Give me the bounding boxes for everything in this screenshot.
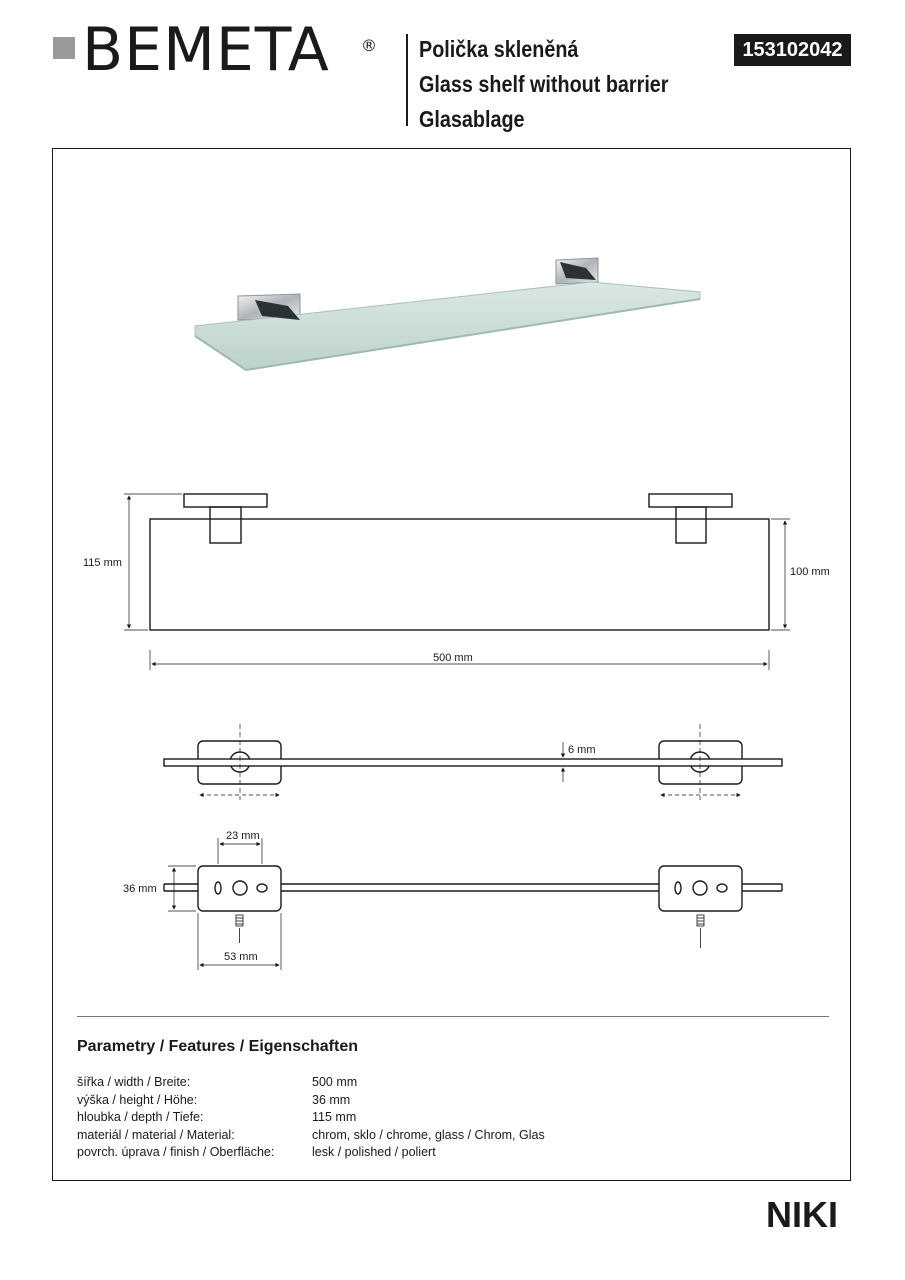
feature-value: chrom, sklo / chrome, glass / Chrom, Glas bbox=[312, 1127, 545, 1142]
product-photo bbox=[195, 258, 700, 370]
dim-hole-spacing: 23 mm bbox=[226, 830, 260, 842]
wall-plug-icon bbox=[697, 915, 704, 948]
product-code-badge: 153102042 bbox=[734, 34, 851, 66]
feature-label: povrch. úprava / finish / Oberfläche: bbox=[77, 1145, 275, 1160]
registered-mark: ® bbox=[361, 36, 377, 55]
feature-value: 115 mm bbox=[312, 1110, 357, 1125]
feature-label: hloubka / depth / Tiefe: bbox=[77, 1110, 204, 1125]
feature-value: 36 mm bbox=[312, 1092, 351, 1107]
feature-label: materiál / material / Material: bbox=[77, 1127, 235, 1142]
dim-glass-thickness: 6 mm bbox=[568, 744, 596, 756]
feature-value: lesk / polished / poliert bbox=[312, 1145, 436, 1160]
dim-bracket-width: 53 mm bbox=[224, 951, 258, 963]
front-dimensions bbox=[124, 494, 790, 670]
features-divider bbox=[77, 1016, 829, 1017]
feature-value: 500 mm bbox=[312, 1075, 358, 1089]
product-title-de: Glasablage bbox=[419, 106, 525, 132]
product-title-cz: Polička skleněná bbox=[419, 36, 579, 62]
brand-logo: BEMETA bbox=[82, 15, 330, 85]
product-title-en: Glass shelf without barrier bbox=[419, 71, 669, 97]
dim-width: 500 mm bbox=[433, 652, 473, 664]
features-heading: Parametry / Features / Eigenschaften bbox=[77, 1038, 358, 1055]
dim-bracket-height: 36 mm bbox=[123, 883, 157, 895]
dim-overall-depth: 115 mm bbox=[83, 557, 122, 569]
feature-label: výška / height / Höhe: bbox=[77, 1092, 198, 1107]
screw-icon bbox=[236, 915, 243, 943]
top-view bbox=[164, 741, 782, 784]
front-view bbox=[150, 494, 769, 630]
dim-shelf-depth: 100 mm bbox=[790, 566, 830, 578]
series-name: NIKI bbox=[766, 1194, 838, 1235]
back-view bbox=[164, 866, 782, 911]
feature-label: šířka / width / Breite: bbox=[77, 1075, 191, 1089]
